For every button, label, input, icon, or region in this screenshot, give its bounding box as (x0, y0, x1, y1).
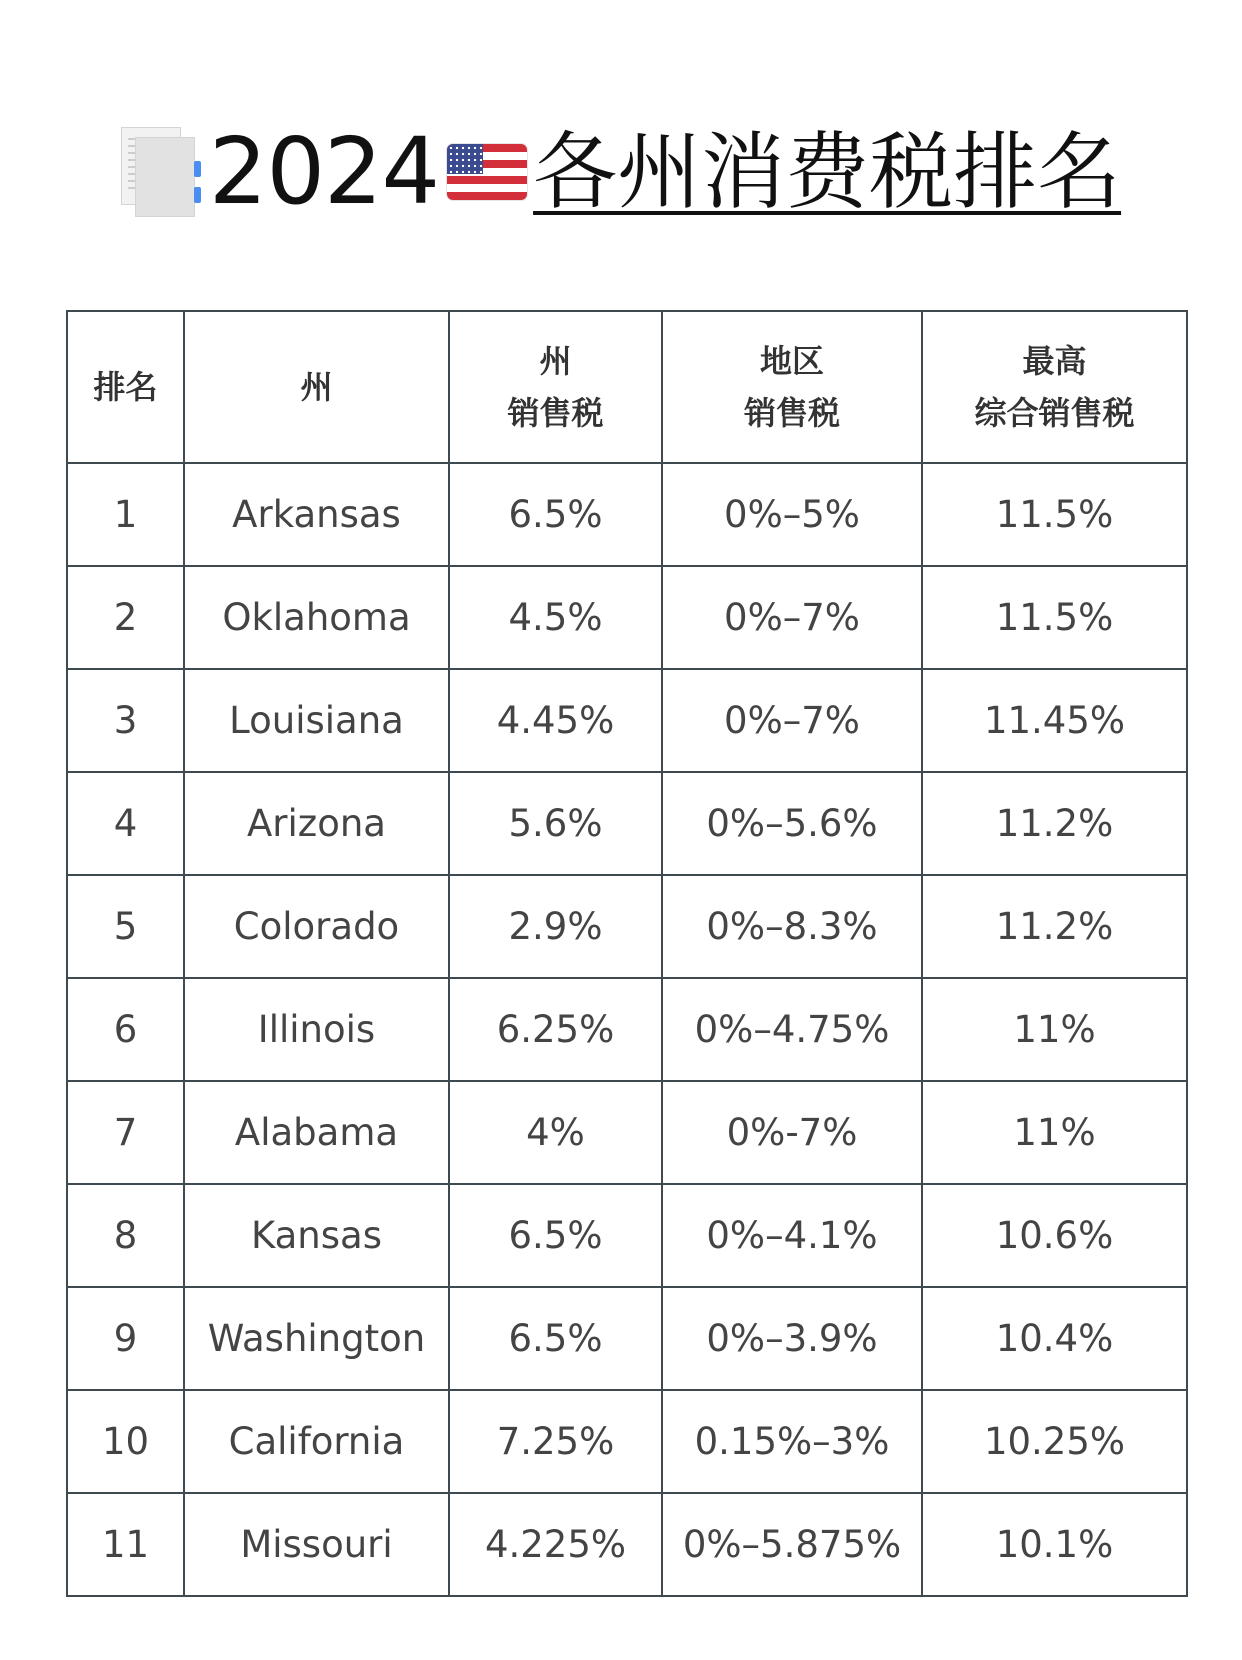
state-cell: Washington (184, 1287, 449, 1390)
state-tax-cell: 4.5% (449, 566, 662, 669)
header-rank-label: 排名 (93, 368, 158, 406)
header-state (184, 311, 449, 463)
local-tax-cell: 0%–7% (662, 669, 922, 772)
header-combined-tax (922, 311, 1187, 463)
state-tax-cell: 4.45% (449, 669, 662, 772)
rank-cell: 4 (67, 772, 184, 875)
table-row (67, 669, 1187, 772)
state-cell: Arkansas (184, 463, 449, 566)
state-tax-cell: 5.6% (449, 772, 662, 875)
local-tax-cell: 0%–4.1% (662, 1184, 922, 1287)
state-cell: Oklahoma (184, 566, 449, 669)
combined-tax-cell: 11% (922, 1081, 1187, 1184)
local-tax-cell: 0%-7% (662, 1081, 922, 1184)
table-row (67, 875, 1187, 978)
state-cell: Alabama (184, 1081, 449, 1184)
rank-cell: 5 (67, 875, 184, 978)
table-row (67, 1390, 1187, 1493)
rank-cell: 1 (67, 463, 184, 566)
state-cell: California (184, 1390, 449, 1493)
rank-cell: 7 (67, 1081, 184, 1184)
header-state-label: 州 (300, 368, 333, 406)
state-cell: Illinois (184, 978, 449, 1081)
table-row (67, 772, 1187, 875)
combined-tax-cell: 11.5% (922, 566, 1187, 669)
local-tax-cell: 0%–5% (662, 463, 922, 566)
state-cell: Arizona (184, 772, 449, 875)
header-rank (67, 311, 184, 463)
rank-cell: 10 (67, 1390, 184, 1493)
rank-cell: 11 (67, 1493, 184, 1596)
local-tax-cell: 0%–8.3% (662, 875, 922, 978)
header-combined-line1: 最高 (1022, 342, 1087, 380)
local-tax-cell: 0%–3.9% (662, 1287, 922, 1390)
rank-cell: 2 (67, 566, 184, 669)
table-row (67, 1287, 1187, 1390)
combined-tax-cell: 10.4% (922, 1287, 1187, 1390)
page-facing-up-icon (121, 127, 205, 217)
rank-cell: 8 (67, 1184, 184, 1287)
table-row (67, 463, 1187, 566)
local-tax-cell: 0%–7% (662, 566, 922, 669)
state-tax-cell: 7.25% (449, 1390, 662, 1493)
rank-cell: 6 (67, 978, 184, 1081)
header-combined-line2: 综合销售税 (974, 394, 1135, 432)
state-tax-cell: 6.25% (449, 978, 662, 1081)
combined-tax-cell: 11.2% (922, 772, 1187, 875)
state-tax-cell: 6.5% (449, 1287, 662, 1390)
header-local-tax-line2: 销售税 (743, 394, 840, 432)
combined-tax-cell: 11.5% (922, 463, 1187, 566)
combined-tax-cell: 10.6% (922, 1184, 1187, 1287)
us-flag-icon (447, 144, 527, 200)
combined-tax-cell: 11.2% (922, 875, 1187, 978)
title-year: 2024 (208, 118, 440, 225)
header-state-tax-line2: 销售税 (507, 394, 604, 432)
state-cell: Colorado (184, 875, 449, 978)
table-row (67, 1081, 1187, 1184)
state-cell: Kansas (184, 1184, 449, 1287)
rank-cell: 3 (67, 669, 184, 772)
state-tax-cell: 4.225% (449, 1493, 662, 1596)
combined-tax-cell: 10.25% (922, 1390, 1187, 1493)
state-tax-cell: 2.9% (449, 875, 662, 978)
sales-tax-table (66, 310, 1188, 1597)
state-cell: Louisiana (184, 669, 449, 772)
header-state-tax (449, 311, 662, 463)
table-row (67, 1184, 1187, 1287)
state-tax-cell: 6.5% (449, 463, 662, 566)
header-local-tax-line1: 地区 (759, 342, 824, 380)
header-state-tax-line1: 州 (539, 342, 572, 380)
state-tax-cell: 6.5% (449, 1184, 662, 1287)
combined-tax-cell: 10.1% (922, 1493, 1187, 1596)
combined-tax-cell: 11% (922, 978, 1187, 1081)
local-tax-cell: 0%–4.75% (662, 978, 922, 1081)
table-row (67, 1493, 1187, 1596)
page-title (0, 112, 1242, 232)
table-header-row (67, 311, 1187, 463)
local-tax-cell: 0.15%–3% (662, 1390, 922, 1493)
state-tax-cell: 4% (449, 1081, 662, 1184)
local-tax-cell: 0%–5.6% (662, 772, 922, 875)
table-row (67, 566, 1187, 669)
combined-tax-cell: 11.45% (922, 669, 1187, 772)
state-cell: Missouri (184, 1493, 449, 1596)
title-subject: 各州消费税排名 (533, 123, 1122, 221)
table-row (67, 978, 1187, 1081)
rank-cell: 9 (67, 1287, 184, 1390)
local-tax-cell: 0%–5.875% (662, 1493, 922, 1596)
header-local-tax (662, 311, 922, 463)
